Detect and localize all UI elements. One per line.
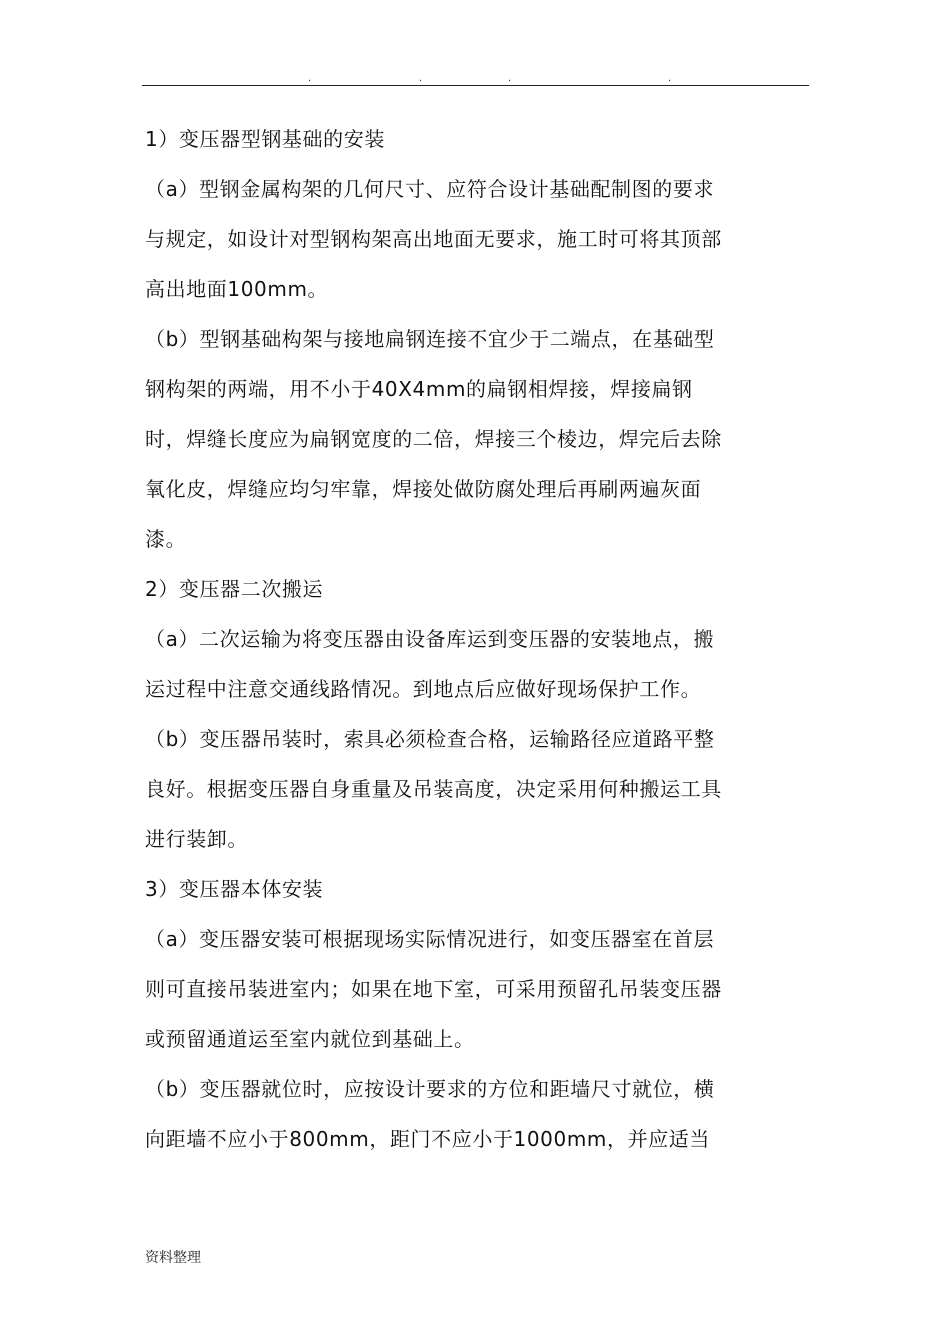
section-heading-3: 3）变压器本体安装 [145,877,324,901]
paragraph: （a）二次运输为将变压器由设备库运到变压器的安装地点，搬运过程中注意交通线路情况。到地点后应做好现场保护工作。 [145,627,715,701]
header-rule [142,85,809,86]
header-marks [142,74,809,84]
header-mark: . [508,73,512,84]
paragraph: （a）变压器安装可根据现场实际情况进行，如变压器室在首层则可直接吊装进室内；如果在地下室，可采用预留孔吊装变压器或预留通道运至室内就位到基础上。 [145,927,722,1051]
paragraph: （a）型钢金属构架的几何尺寸、应符合设计基础配制图的要求与规定，如设计对型钢构架高出地面无要求，施工时可将其顶部高出地面100mm。 [145,177,722,301]
paragraph: （b）变压器就位时，应按设计要求的方位和距墙尺寸就位，横向距墙不应小于800mm，距门不应小于1000mm，并应适当 [145,1077,715,1151]
section-heading-2: 2）变压器二次搬运 [145,577,324,601]
page-footer: 资料整理 [145,1250,201,1266]
paragraph: （b）型钢基础构架与接地扁钢连接不宜少于二端点，在基础型钢构架的两端，用不小于40X4mm的扁钢相焊接，焊接扁钢时，焊缝长度应为扁钢宽度的二倍，焊接三个棱边，焊完后去除氧化皮，焊缝应均匀牢靠，焊接处做防腐处理后再刷两遍灰面漆。 [145,327,722,551]
section-heading-1: 1）变压器型钢基础的安装 [145,127,385,151]
header-mark: . [668,73,672,84]
document-body [145,114,725,1164]
paragraph: （b）变压器吊装时，索具必须检查合格，运输路径应道路平整良好。根据变压器自身重量及吊装高度，决定采用何种搬运工具进行装卸。 [145,727,722,851]
header-mark: . [308,73,312,84]
header-mark: . [419,73,423,84]
